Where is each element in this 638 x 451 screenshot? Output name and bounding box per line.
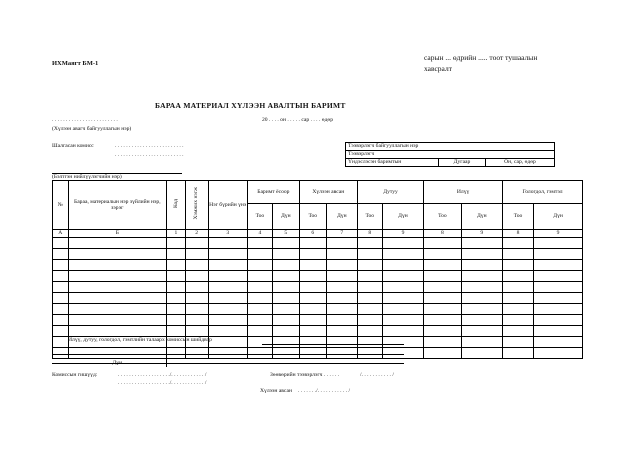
table-cell [68, 314, 167, 325]
table-cell [299, 237, 326, 248]
subheader-qty: Тоо [503, 204, 534, 230]
commission-members-label: Комиссын гишүүд: [52, 372, 98, 378]
table-cell [424, 248, 461, 259]
receiver-signature: . . . . . . ./. . . . . . . . . . . / [298, 388, 351, 394]
subheader-qty: Тоо [299, 204, 326, 230]
table-row [53, 303, 583, 314]
table-cell [461, 347, 502, 358]
table-row [53, 248, 583, 259]
column-letter: 7 [326, 230, 357, 238]
table-cell [534, 325, 583, 336]
table-cell [326, 314, 357, 325]
form-code: ИХМаягт БМ-1 [52, 60, 99, 67]
header-code: Код [167, 181, 186, 230]
column-letter: 9 [534, 230, 583, 238]
header-unit: Хэмжих нэгж [185, 181, 208, 230]
table-cell [208, 303, 247, 314]
table-cell [53, 259, 69, 270]
table-cell [424, 270, 461, 281]
commission-reason-label: Шалгасан комисс [52, 143, 94, 149]
doc-number-cell: Дугаар [439, 159, 486, 167]
table-cell [68, 259, 167, 270]
table-cell [247, 336, 272, 347]
table-cell [326, 325, 357, 336]
column-letter: 8 [424, 230, 461, 238]
table-cell [272, 303, 299, 314]
table-cell [461, 270, 502, 281]
table-row [53, 270, 583, 281]
table-cell [208, 325, 247, 336]
table-cell [461, 281, 502, 292]
table-cell [461, 336, 502, 347]
table-cell [357, 259, 382, 270]
table-cell [53, 325, 69, 336]
table-cell [382, 270, 423, 281]
column-letters-row [53, 230, 583, 238]
column-letter: 8 [503, 230, 534, 238]
table-cell [185, 237, 208, 248]
table-cell [167, 259, 186, 270]
table-cell [247, 325, 272, 336]
table-cell [326, 292, 357, 303]
column-letter: 6 [299, 230, 326, 238]
table-cell [247, 314, 272, 325]
table-cell [357, 325, 382, 336]
table-row [53, 292, 583, 303]
table-cell [424, 314, 461, 325]
decision-line-3 [52, 363, 404, 364]
column-letter: 2 [185, 230, 208, 238]
table-cell [382, 292, 423, 303]
table-cell [326, 281, 357, 292]
commission-signature-1: . . . . . . . . . . . . . . . . . . ./. . . . . . . . . . . . / [118, 372, 207, 378]
total-label: Дүн [53, 358, 167, 367]
table-cell [247, 303, 272, 314]
table-row [53, 259, 583, 270]
subheader-amount: Дүн [382, 204, 423, 230]
table-cell [299, 325, 326, 336]
subheader-qty: Тоо [357, 204, 382, 230]
table-cell [461, 303, 502, 314]
table-row [53, 325, 583, 336]
table-cell [357, 270, 382, 281]
column-letter: 4 [247, 230, 272, 238]
table-cell [185, 248, 208, 259]
approval-line-2: хавсралт [424, 64, 452, 73]
table-cell [299, 281, 326, 292]
header-unit-price: Нэг бүрийн үнэ [208, 181, 247, 230]
receiving-org-label: (Хүлээн авагч байгууллагын нэр) [52, 126, 132, 132]
table-row [53, 237, 583, 248]
table-cell [272, 237, 299, 248]
table-cell [503, 325, 534, 336]
table-cell [357, 347, 382, 358]
table-cell [208, 270, 247, 281]
table-cell [247, 292, 272, 303]
table-cell [424, 336, 461, 347]
table-cell [424, 292, 461, 303]
column-letter: 3 [208, 230, 247, 238]
header-surplus: Илүү [424, 181, 503, 204]
table-cell [68, 248, 167, 259]
subheader-amount: Дүн [534, 204, 583, 230]
table-cell [185, 325, 208, 336]
table-cell [167, 270, 186, 281]
supplier-name-cell: Тээвэрлэгч байгууллагын нэр [346, 143, 555, 151]
transport-info-table [345, 142, 555, 167]
table-cell [167, 292, 186, 303]
header-damaged: Гологдол, гэмтэл [503, 181, 583, 204]
table-cell [534, 259, 583, 270]
header-no: № [53, 181, 69, 230]
table-cell [185, 303, 208, 314]
column-letter: 8 [357, 230, 382, 238]
table-cell [272, 347, 299, 358]
table-cell [503, 248, 534, 259]
decision-line-2 [52, 354, 404, 355]
table-cell [208, 237, 247, 248]
table-cell [503, 336, 534, 347]
table-cell [534, 347, 583, 358]
table-cell [167, 347, 186, 358]
table-cell [382, 314, 423, 325]
table-cell [503, 259, 534, 270]
table-cell [503, 347, 534, 358]
table-cell [272, 270, 299, 281]
table-cell [53, 314, 69, 325]
table-cell [461, 248, 502, 259]
table-cell [357, 237, 382, 248]
table-cell [167, 303, 186, 314]
table-cell [534, 270, 583, 281]
table-cell [167, 248, 186, 259]
table-cell [461, 292, 502, 303]
table-cell [534, 336, 583, 347]
table-cell [461, 314, 502, 325]
table-cell [53, 336, 69, 347]
approval-line-1: сарын ... өдрийн ..... тоот тушаалын [424, 53, 538, 62]
table-cell [326, 347, 357, 358]
table-cell [208, 347, 247, 358]
table-cell [299, 314, 326, 325]
table-cell [53, 248, 69, 259]
table-cell [534, 237, 583, 248]
table-cell [185, 281, 208, 292]
table-cell [299, 248, 326, 259]
table-cell [208, 336, 247, 347]
commission-decision-label: Илүү, дутуу, гологдол, гэмтлийн талаарх комиссын шийдвэр [68, 337, 212, 343]
table-cell [247, 259, 272, 270]
carrier-cell: Тээвэрлэгч [346, 151, 555, 159]
table-cell [185, 259, 208, 270]
table-cell [357, 314, 382, 325]
commission-dots-1: . . . . . . . . . . . . . . . . . . . . . . . . . [115, 143, 184, 149]
table-cell [382, 259, 423, 270]
table-cell [208, 281, 247, 292]
table-cell [272, 248, 299, 259]
table-cell [326, 303, 357, 314]
subheader-qty: Тоо [424, 204, 461, 230]
header-received: Хүлээн авсан [299, 181, 357, 204]
table-cell [299, 303, 326, 314]
column-letter: 1 [167, 230, 186, 238]
table-cell [503, 314, 534, 325]
table-cell [461, 259, 502, 270]
table-row [53, 314, 583, 325]
table-cell [272, 259, 299, 270]
subheader-amount: Дүн [272, 204, 299, 230]
table-cell [185, 292, 208, 303]
table-cell [68, 292, 167, 303]
table-cell [299, 292, 326, 303]
table-cell [534, 292, 583, 303]
table-cell [53, 270, 69, 281]
supplier-label: (Бэлтгэн нийлүүлэгчийн нэр) [52, 174, 122, 180]
table-cell [326, 237, 357, 248]
table-cell [424, 237, 461, 248]
driver-signature: /. . . . . . . . . . . / [360, 372, 394, 378]
table-row [53, 281, 583, 292]
decision-line-1 [262, 344, 404, 345]
table-cell [382, 237, 423, 248]
table-cell [68, 347, 167, 358]
receiver-label: Хүлээн авсан [260, 388, 292, 394]
supplier-underline [52, 173, 182, 174]
table-cell [424, 347, 461, 358]
table-cell [326, 259, 357, 270]
table-cell [299, 336, 326, 347]
table-cell [357, 303, 382, 314]
table-cell [272, 314, 299, 325]
table-cell [534, 303, 583, 314]
table-cell [299, 347, 326, 358]
subheader-qty: Тоо [247, 204, 272, 230]
commission-signature-2: . . . . . . . . . . . . . . . . . . ./. . . . . . . . . . . . / [118, 380, 207, 386]
table-cell [424, 281, 461, 292]
table-cell [382, 248, 423, 259]
table-cell [185, 270, 208, 281]
table-cell [53, 292, 69, 303]
table-cell [53, 303, 69, 314]
date-line: 20 . . . . он . . . . . сар . . . . өдөр [262, 117, 334, 123]
table-cell [326, 270, 357, 281]
table-cell [167, 281, 186, 292]
table-cell [208, 292, 247, 303]
column-letter: 9 [461, 230, 502, 238]
table-cell [68, 281, 167, 292]
table-cell [247, 281, 272, 292]
subheader-amount: Дүн [461, 204, 502, 230]
table-cell [503, 303, 534, 314]
table-cell [534, 281, 583, 292]
table-cell [247, 270, 272, 281]
table-cell [167, 325, 186, 336]
header-shortage: Дутуу [357, 181, 423, 204]
table-cell [208, 259, 247, 270]
table-cell [382, 325, 423, 336]
table-cell [68, 237, 167, 248]
table-cell [503, 281, 534, 292]
table-cell [357, 281, 382, 292]
table-cell [272, 325, 299, 336]
table-cell [461, 237, 502, 248]
approval-note [424, 52, 537, 74]
table-cell [208, 248, 247, 259]
doc-date-cell: Он, сар, өдөр [486, 159, 555, 167]
table-cell [272, 281, 299, 292]
column-letter: Б [68, 230, 167, 238]
table-row [53, 347, 583, 358]
subheader-amount: Дүн [326, 204, 357, 230]
table-cell [299, 259, 326, 270]
table-cell [357, 292, 382, 303]
table-cell [53, 281, 69, 292]
table-cell [382, 303, 423, 314]
receiving-org-dots: . . . . . . . . . . . . . . . . . . . . . . . . [52, 117, 118, 123]
table-cell [503, 237, 534, 248]
table-cell [357, 336, 382, 347]
table-cell [53, 237, 69, 248]
table-cell [68, 325, 167, 336]
column-letter: А [53, 230, 69, 238]
table-cell [53, 347, 69, 358]
table-cell [247, 248, 272, 259]
document-title: БАРАА МАТЕРИАЛ ХҮЛЭЭН АВАЛТЫН БАРИМТ [155, 101, 346, 110]
table-cell [382, 281, 423, 292]
table-cell [167, 237, 186, 248]
table-cell [382, 347, 423, 358]
table-cell [185, 347, 208, 358]
table-cell [68, 270, 167, 281]
table-cell [208, 314, 247, 325]
table-cell [424, 325, 461, 336]
table-cell [167, 314, 186, 325]
table-cell [247, 347, 272, 358]
table-cell [299, 270, 326, 281]
table-cell [424, 303, 461, 314]
driver-label: Зөөвөрийн тээвэрлэгч . . . . . . [270, 372, 340, 378]
commission-dots-2: . . . . . . . . . . . . . . . . . . . . . . . . . [115, 152, 184, 158]
table-cell [534, 314, 583, 325]
table-cell [272, 292, 299, 303]
table-cell [503, 270, 534, 281]
table-cell [461, 325, 502, 336]
column-letter: 9 [382, 230, 423, 238]
table-cell [68, 303, 167, 314]
table-cell [185, 314, 208, 325]
table-cell [503, 292, 534, 303]
doc-basis-cell: Үндэслэсэн баримтын [346, 159, 439, 167]
column-letter: 5 [272, 230, 299, 238]
table-cell [326, 336, 357, 347]
table-cell [424, 259, 461, 270]
table-cell [534, 248, 583, 259]
table-cell [382, 336, 423, 347]
header-name: Бараа, материалын нэр зүйлийн нэр, зэрэг [68, 181, 167, 230]
table-cell [247, 237, 272, 248]
table-cell [272, 336, 299, 347]
table-cell [357, 248, 382, 259]
table-cell [326, 248, 357, 259]
header-by-doc: Баримт ёсоор [247, 181, 299, 204]
